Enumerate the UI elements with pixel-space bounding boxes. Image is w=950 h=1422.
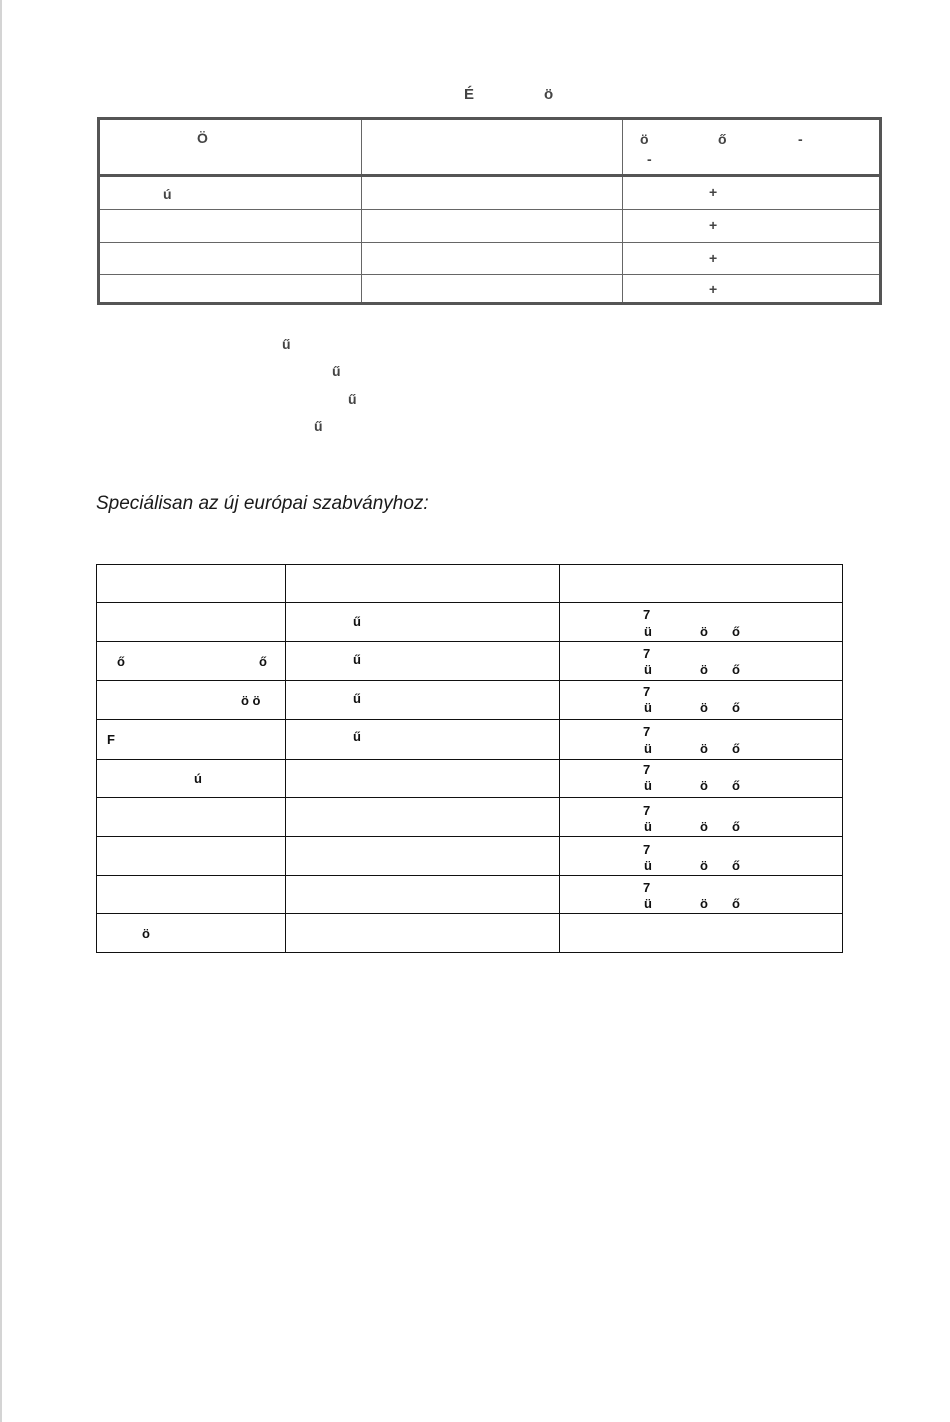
table2-row5-col2-num: 7 bbox=[643, 762, 651, 777]
table2-row4-col2-a: ü bbox=[644, 741, 652, 756]
table1-header-col0-text: Ö bbox=[197, 130, 208, 146]
table1-row1-col2: + bbox=[709, 184, 718, 200]
table-row bbox=[97, 720, 842, 760]
table2-row7-col2-c: ő bbox=[732, 858, 740, 873]
table2-cell bbox=[560, 876, 842, 913]
table2-row6-col2-a: ü bbox=[644, 819, 652, 834]
table2-cell bbox=[97, 760, 286, 797]
table2-row6-col2-b: ö bbox=[700, 819, 708, 834]
table2-cell bbox=[286, 720, 560, 759]
table2-row8-col2-b: ö bbox=[700, 896, 708, 911]
table2-row1-col2-num: 7 bbox=[643, 607, 651, 622]
table2-cell bbox=[560, 642, 842, 680]
table-row bbox=[97, 798, 842, 837]
table2-cell bbox=[286, 760, 560, 797]
table2-row8-col2-a: ü bbox=[644, 896, 652, 911]
table2-row3-col2-c: ő bbox=[732, 700, 740, 715]
table2-cell bbox=[560, 720, 842, 759]
table2-cell bbox=[560, 914, 842, 952]
table2-cell bbox=[97, 837, 286, 875]
table2-row2-col0-a: ő bbox=[117, 654, 125, 669]
table1-row3-col2: + bbox=[709, 250, 718, 266]
table2-row4-col2-num: 7 bbox=[643, 724, 651, 739]
table2-cell bbox=[560, 760, 842, 797]
table2-row2-col2-b: ö bbox=[700, 662, 708, 677]
table1-header-cell bbox=[362, 120, 623, 174]
table1-cell bbox=[623, 177, 879, 209]
table2-header-cell bbox=[97, 565, 286, 602]
table2-row7-col2-a: ü bbox=[644, 858, 652, 873]
note-line-1: ű bbox=[282, 336, 291, 352]
table2-row3-col0-b: ö ö bbox=[241, 693, 261, 708]
table-row bbox=[97, 642, 842, 681]
table2-cell bbox=[286, 914, 560, 952]
table1-cell bbox=[362, 275, 623, 302]
table-row bbox=[97, 914, 842, 952]
table2-cell bbox=[286, 798, 560, 836]
table2-header-cell bbox=[286, 565, 560, 602]
table2-row5-col2-b: ö bbox=[700, 778, 708, 793]
table2-row5-col2-c: ő bbox=[732, 778, 740, 793]
table2-cell bbox=[97, 876, 286, 913]
table1-cell bbox=[623, 275, 879, 302]
note-line-3: ű bbox=[348, 391, 357, 407]
table2-cell bbox=[97, 914, 286, 952]
table2-row2-col0-b: ő bbox=[259, 654, 267, 669]
table2-row1-col2-a: ü bbox=[644, 624, 652, 639]
table2-row3-col2-a: ü bbox=[644, 700, 652, 715]
table2-row4-col2-c: ő bbox=[732, 741, 740, 756]
table1-title-glyph-a: É bbox=[464, 86, 475, 103]
table-row bbox=[97, 876, 842, 914]
table2-cell bbox=[97, 642, 286, 680]
table2-cell bbox=[286, 837, 560, 875]
table1-cell bbox=[100, 275, 362, 302]
table1-cell bbox=[623, 243, 879, 274]
section-subheading: Speciálisan az új európai szabványhoz: bbox=[96, 493, 429, 514]
table1-header-row bbox=[100, 120, 879, 177]
table2-cell bbox=[97, 798, 286, 836]
table1-row1-col0: ú bbox=[163, 186, 172, 202]
table2-row5-col2-a: ü bbox=[644, 778, 652, 793]
table2-header-cell bbox=[560, 565, 842, 602]
table2-cell bbox=[560, 681, 842, 719]
note-line-4: ű bbox=[314, 418, 323, 434]
table-row bbox=[97, 837, 842, 876]
table2-row4-col0-a: F bbox=[107, 732, 115, 747]
table-row bbox=[100, 210, 879, 243]
table1-header-cell bbox=[623, 120, 879, 174]
table1-header-col2-a: ö bbox=[640, 131, 649, 147]
table1-cell bbox=[362, 177, 623, 209]
table2-cell bbox=[560, 798, 842, 836]
table2-cell bbox=[560, 837, 842, 875]
table2-row6-col2-num: 7 bbox=[643, 803, 651, 818]
table2-cell bbox=[286, 603, 560, 641]
table2-row7-col2-b: ö bbox=[700, 858, 708, 873]
table2-row7-col2-num: 7 bbox=[643, 842, 651, 857]
table2-row1-col2-c: ő bbox=[732, 624, 740, 639]
table1-cell bbox=[100, 177, 362, 209]
table2-row1-col2-b: ö bbox=[700, 624, 708, 639]
table2 bbox=[96, 564, 843, 953]
table1-cell bbox=[100, 210, 362, 242]
table2-cell bbox=[97, 720, 286, 759]
table-row bbox=[100, 243, 879, 275]
table2-cell bbox=[286, 642, 560, 680]
table2-row2-col2-num: 7 bbox=[643, 646, 651, 661]
table2-row3-col2-b: ö bbox=[700, 700, 708, 715]
table1-row2-col2: + bbox=[709, 217, 718, 233]
table1-row4-col2: + bbox=[709, 281, 718, 297]
table2-cell bbox=[560, 603, 842, 641]
table2-header-row bbox=[97, 565, 842, 603]
table1-cell bbox=[362, 243, 623, 274]
table2-cell bbox=[97, 603, 286, 641]
table2-row2-col1: ű bbox=[353, 652, 361, 667]
table2-row9-col0-a: ö bbox=[142, 926, 150, 941]
page-left-edge bbox=[0, 0, 2, 1422]
table2-row3-col2-num: 7 bbox=[643, 684, 651, 699]
table-row bbox=[97, 760, 842, 798]
table2-row8-col2-c: ő bbox=[732, 896, 740, 911]
table2-row2-col2-c: ő bbox=[732, 662, 740, 677]
note-line-2: ű bbox=[332, 363, 341, 379]
table1-header-cell bbox=[100, 120, 362, 174]
table2-row3-col1: ű bbox=[353, 691, 361, 706]
table2-row6-col2-c: ő bbox=[732, 819, 740, 834]
table2-row2-col2-a: ü bbox=[644, 662, 652, 677]
table-row bbox=[100, 177, 879, 210]
table1-header-col2-c: - bbox=[798, 131, 803, 147]
table1-cell bbox=[362, 210, 623, 242]
table1-title-glyph-b: ö bbox=[544, 86, 554, 103]
table-row bbox=[100, 275, 879, 302]
table-row bbox=[97, 681, 842, 720]
table2-cell bbox=[97, 681, 286, 719]
table2-cell bbox=[286, 681, 560, 719]
table2-row8-col2-num: 7 bbox=[643, 880, 651, 895]
table1-cell bbox=[100, 243, 362, 274]
table2-row4-col1: ű bbox=[353, 729, 361, 744]
table2-row1-col1: ű bbox=[353, 614, 361, 629]
table2-row5-col0-a: ú bbox=[194, 771, 202, 786]
table-row bbox=[97, 603, 842, 642]
table1-cell bbox=[623, 210, 879, 242]
table2-cell bbox=[286, 876, 560, 913]
table1-header-col2-b: ő bbox=[718, 131, 727, 147]
table1-title bbox=[0, 86, 950, 106]
table1 bbox=[97, 117, 882, 305]
table1-header-col2-d: - bbox=[647, 151, 652, 167]
table2-row4-col2-b: ö bbox=[700, 741, 708, 756]
